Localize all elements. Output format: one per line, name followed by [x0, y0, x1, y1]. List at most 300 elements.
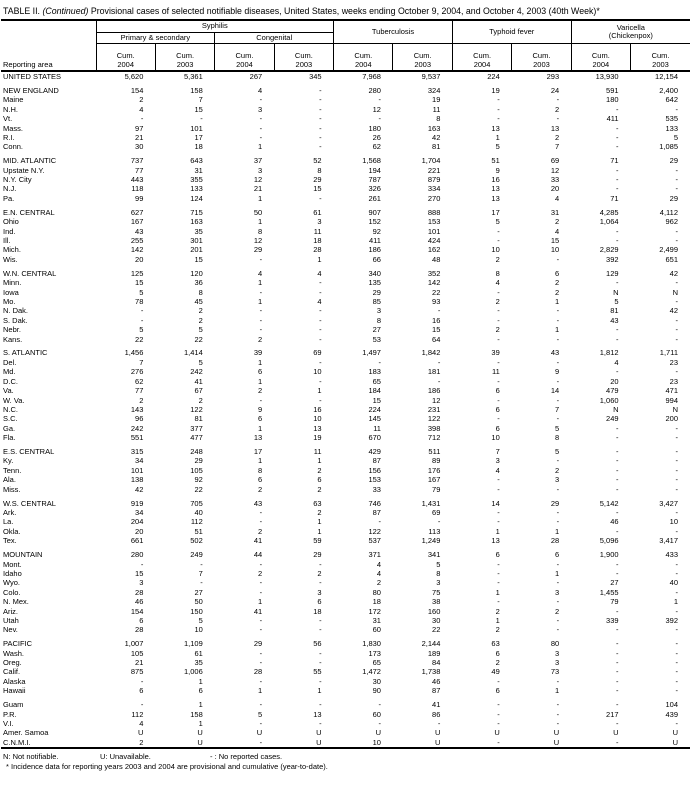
reporting-area-cell: Vt. [3, 114, 13, 124]
value-cell: 1 [317, 456, 322, 466]
table-title-text: Provisional cases of selected notifiable diseases, United States, weeks ending October 9, 2004, and October 4, 2003 (40th Week)* [88, 6, 600, 16]
value-cell: - [616, 625, 619, 635]
value-cell: - [556, 357, 560, 367]
value-cell: - [556, 507, 560, 517]
table-row [1, 95, 690, 104]
value-cell: - [675, 367, 678, 377]
value-cell: 248 [190, 447, 203, 457]
value-cell: 90 [372, 686, 381, 696]
cum-label: Cum. [473, 51, 492, 60]
value-cell: 22 [432, 625, 441, 635]
value-cell: 67 [194, 386, 203, 396]
value-cell: 1,060 [599, 395, 619, 405]
value-cell: 15 [194, 104, 203, 114]
value-cell: 62 [135, 376, 144, 386]
value-cell: 1,711 [659, 348, 678, 358]
value-cell: 19 [313, 433, 322, 443]
value-cell: 29 [194, 456, 203, 466]
table-row [1, 456, 690, 465]
value-cell: 875 [130, 667, 144, 677]
value-cell: 183 [368, 367, 381, 377]
reporting-area-cell: Ind. [3, 226, 16, 236]
value-cell: - [616, 559, 619, 569]
value-cell: - [675, 447, 678, 457]
value-cell: - [556, 578, 560, 588]
value-cell: 340 [368, 268, 381, 278]
value-cell: 4 [139, 719, 144, 728]
value-cell: 186 [368, 245, 381, 255]
table-row [1, 658, 690, 667]
value-cell: 439 [665, 709, 678, 719]
table-title-number: TABLE II. [3, 6, 43, 16]
value-cell: 1,704 [421, 156, 441, 166]
value-cell: - [497, 414, 500, 424]
table-row [1, 297, 690, 306]
value-cell: - [556, 719, 560, 728]
value-cell: 122 [190, 404, 203, 414]
value-cell: 1 [554, 568, 560, 578]
table-row [1, 255, 690, 264]
value-cell: - [259, 625, 263, 635]
value-cell: 6 [258, 475, 263, 485]
value-cell: - [319, 676, 322, 686]
value-cell: 339 [606, 615, 619, 625]
value-cell: 787 [368, 175, 381, 185]
cum-year-header [274, 44, 333, 72]
value-cell: 293 [546, 72, 560, 81]
value-cell: 352 [427, 268, 441, 278]
value-cell: U [672, 728, 678, 738]
value-cell: - [675, 719, 678, 728]
value-cell: 715 [190, 207, 203, 217]
value-cell: 661 [130, 536, 144, 546]
value-cell: 29 [669, 156, 678, 166]
value-cell: 71 [610, 193, 619, 203]
value-cell: 537 [368, 536, 381, 546]
value-cell: 71 [610, 156, 619, 166]
value-cell: 1,109 [184, 639, 203, 649]
value-cell: 3 [317, 217, 322, 227]
value-cell: - [675, 686, 678, 696]
value-cell: 49 [491, 667, 500, 677]
value-cell: 13 [491, 193, 500, 203]
year-label: 2003 [176, 59, 194, 69]
value-cell: 280 [130, 550, 144, 560]
value-cell: - [675, 526, 678, 536]
value-cell: 907 [368, 207, 381, 217]
value-cell: 315 [130, 447, 144, 457]
value-cell: 80 [550, 639, 560, 649]
value-cell: 10 [372, 737, 381, 747]
value-cell: 1,431 [421, 498, 441, 508]
value-cell: 1 [495, 132, 500, 142]
table-row [1, 635, 690, 649]
value-cell: U [672, 737, 678, 747]
value-cell: 101 [130, 465, 144, 475]
value-cell: - [616, 465, 619, 475]
year-label: 2004 [117, 59, 135, 69]
reporting-area-cell: UNITED STATES [3, 72, 62, 81]
value-cell: - [497, 578, 500, 588]
value-cell: - [616, 367, 619, 377]
reporting-area-cell: N.J. [3, 184, 17, 194]
value-cell: 2 [495, 296, 500, 306]
year-label: 2004 [592, 59, 610, 69]
value-cell: - [497, 719, 500, 728]
value-cell: 270 [427, 193, 441, 203]
value-cell: 112 [190, 517, 203, 527]
value-cell: 61 [313, 207, 322, 217]
value-cell: - [675, 423, 678, 433]
value-cell: 63 [313, 498, 322, 508]
value-cell: 2 [258, 334, 263, 344]
value-cell: - [497, 315, 500, 325]
value-cell: 189 [427, 648, 441, 658]
value-cell: 13 [491, 536, 500, 546]
value-cell: 31 [372, 615, 381, 625]
reporting-area-cell: S.C. [3, 414, 18, 424]
cum-year-header [334, 44, 393, 72]
value-cell: 27 [372, 325, 381, 335]
footnote-not-notifiable: N: Not notifiable. [3, 752, 59, 762]
value-cell: 84 [432, 658, 441, 668]
reporting-area-cell: E.N. CENTRAL [3, 207, 55, 217]
value-cell: 29 [669, 193, 678, 203]
value-cell: 1 [317, 386, 322, 396]
value-cell: U [494, 728, 500, 738]
table-row [1, 396, 690, 405]
value-cell: 15 [372, 395, 381, 405]
value-cell: 398 [427, 423, 441, 433]
value-cell: - [378, 719, 381, 728]
value-cell: - [675, 456, 678, 466]
value-cell: 2 [554, 278, 560, 288]
value-cell: 53 [372, 334, 381, 344]
header-cum-row [1, 44, 690, 72]
value-cell: - [497, 114, 500, 124]
value-cell: - [675, 507, 678, 517]
value-cell: 143 [130, 404, 144, 414]
value-cell: - [259, 658, 263, 668]
value-cell: 994 [665, 395, 678, 405]
value-cell: 8 [436, 568, 441, 578]
value-cell: 1,456 [124, 348, 144, 358]
value-cell: 477 [190, 433, 203, 443]
value-cell: 16 [313, 404, 322, 414]
reporting-area-cell: NEW ENGLAND [3, 85, 59, 95]
table-row [1, 546, 690, 560]
value-cell: 43 [610, 315, 619, 325]
value-cell: 22 [432, 287, 441, 297]
reporting-area-cell: Mo. [3, 296, 16, 306]
value-cell: - [556, 709, 560, 719]
value-cell: - [140, 676, 144, 686]
value-cell: 42 [669, 306, 678, 316]
value-cell: 12 [372, 104, 381, 114]
value-cell: 10 [550, 245, 560, 255]
value-cell: 30 [432, 615, 441, 625]
value-cell: 2 [317, 507, 322, 517]
congenital-header: Congenital [215, 32, 334, 44]
value-cell: 41 [432, 700, 441, 710]
value-cell: - [556, 315, 560, 325]
value-cell: - [616, 142, 619, 152]
value-cell: - [675, 559, 678, 569]
table-row [1, 616, 690, 625]
value-cell: 1 [673, 597, 678, 607]
value-cell: - [616, 132, 619, 142]
value-cell: - [497, 475, 500, 485]
value-cell: 1 [258, 376, 263, 386]
reporting-area-cell: Hawaii [3, 686, 26, 696]
value-cell: 1 [258, 193, 263, 203]
value-cell: 2 [317, 484, 322, 494]
value-cell: - [497, 236, 500, 245]
reporting-area-cell: D.C. [3, 376, 18, 386]
table-row [1, 517, 690, 526]
value-cell: 60 [372, 625, 381, 635]
value-cell: - [319, 395, 322, 405]
value-cell: 3 [554, 648, 560, 658]
value-cell: 181 [427, 367, 441, 377]
value-cell: 371 [368, 550, 381, 560]
value-cell: N [672, 404, 678, 414]
value-cell: 341 [427, 550, 441, 560]
value-cell: 16 [432, 315, 441, 325]
reporting-area-cell: Ga. [3, 423, 16, 433]
value-cell: 231 [427, 404, 441, 414]
value-cell: 29 [372, 287, 381, 297]
value-cell: 6 [198, 686, 203, 696]
table-row [1, 142, 690, 151]
value-cell: - [497, 95, 500, 105]
value-cell: - [675, 175, 678, 185]
value-cell: 20 [550, 184, 560, 194]
value-cell: 105 [190, 465, 203, 475]
value-cell: - [259, 325, 263, 335]
value-cell: - [200, 578, 203, 588]
table-row [1, 686, 690, 695]
value-cell: U [197, 728, 203, 738]
value-cell: 1 [258, 423, 263, 433]
value-cell: 5,620 [124, 72, 144, 81]
value-cell: 46 [135, 597, 144, 607]
reporting-area-cell: Pa. [3, 193, 15, 203]
value-cell: 5 [198, 615, 203, 625]
value-cell: 65 [372, 658, 381, 668]
value-cell: - [675, 465, 678, 475]
value-cell: - [675, 484, 678, 494]
value-cell: - [319, 376, 322, 386]
value-cell: - [616, 447, 619, 457]
value-cell: 1 [554, 526, 560, 536]
value-cell: 87 [372, 507, 381, 517]
value-cell: - [556, 484, 560, 494]
table-row [1, 203, 690, 217]
value-cell: - [616, 719, 619, 728]
value-cell: 4 [614, 357, 619, 367]
value-cell: - [616, 123, 619, 133]
year-label: 2004 [473, 59, 491, 69]
table-row [1, 81, 690, 95]
value-cell: 301 [190, 236, 203, 245]
reporting-area-cell: MOUNTAIN [3, 550, 43, 560]
value-cell: 2,400 [659, 85, 678, 95]
value-cell: 30 [372, 676, 381, 686]
value-cell: 443 [130, 175, 144, 185]
value-cell: 167 [130, 217, 144, 227]
value-cell: - [497, 676, 500, 686]
value-cell: 59 [313, 536, 322, 546]
value-cell: 642 [665, 95, 678, 105]
value-cell: 334 [427, 184, 441, 194]
value-cell: 46 [610, 517, 619, 527]
varicella-line2: (Chickenpox) [608, 31, 653, 40]
value-cell: - [675, 334, 678, 344]
value-cell: 31 [194, 165, 203, 175]
value-cell: 29 [550, 498, 560, 508]
value-cell: 73 [550, 667, 560, 677]
value-cell: 5,361 [184, 72, 203, 81]
value-cell: 135 [368, 278, 381, 288]
value-cell: - [675, 433, 678, 443]
value-cell: 249 [190, 550, 203, 560]
value-cell: U [256, 728, 263, 738]
value-cell: - [378, 700, 381, 710]
value-cell: - [497, 737, 500, 747]
value-cell: 6 [495, 550, 500, 560]
value-cell: - [437, 376, 441, 386]
value-cell: 15 [135, 278, 144, 288]
value-cell: 1,812 [599, 348, 619, 358]
value-cell: 10 [194, 625, 203, 635]
value-cell: 63 [491, 639, 500, 649]
reporting-area-cell: Idaho [3, 568, 22, 578]
value-cell: 1,900 [599, 550, 619, 560]
reporting-area-cell: Iowa [3, 287, 19, 297]
value-cell: 3 [554, 475, 560, 485]
value-cell: 33 [372, 484, 381, 494]
reporting-area-cell: MID. ATLANTIC [3, 156, 57, 166]
value-cell: 86 [432, 709, 441, 719]
value-cell: 12,154 [655, 72, 678, 81]
value-cell: 8 [258, 465, 263, 475]
table-row [1, 588, 690, 597]
table-row [1, 696, 690, 710]
value-cell: 42 [669, 268, 678, 278]
value-cell: 30 [135, 142, 144, 152]
value-cell: - [259, 254, 263, 264]
value-cell: 1 [258, 278, 263, 288]
value-cell: U [375, 728, 381, 738]
value-cell: - [616, 648, 619, 658]
value-cell: 1 [317, 254, 322, 264]
value-cell: 28 [253, 667, 263, 677]
reporting-area-cell: Mass. [3, 123, 24, 133]
value-cell: 22 [194, 484, 203, 494]
value-cell: 75 [432, 587, 441, 597]
value-cell: 217 [606, 709, 619, 719]
footnotes [0, 749, 690, 771]
reporting-area-cell: Tex. [3, 536, 17, 546]
value-cell: - [319, 132, 322, 142]
cum-year-header [155, 44, 214, 72]
value-cell: 2 [198, 315, 203, 325]
value-cell: 1,738 [421, 667, 441, 677]
reporting-area-cell: Md. [3, 367, 16, 377]
value-cell: 27 [194, 587, 203, 597]
value-cell: - [616, 184, 619, 194]
value-cell: - [556, 395, 560, 405]
value-cell: 355 [190, 175, 203, 185]
value-cell: - [616, 475, 619, 485]
value-cell: 172 [368, 606, 381, 616]
reporting-area-cell: Wyo. [3, 578, 21, 588]
table-row [1, 607, 690, 616]
value-cell: 2,144 [421, 639, 441, 649]
value-cell: 2 [554, 132, 560, 142]
value-cell: 627 [130, 207, 144, 217]
value-cell: - [140, 315, 144, 325]
value-cell: 154 [130, 606, 144, 616]
value-cell: - [497, 597, 500, 607]
value-cell: 97 [135, 123, 144, 133]
value-cell: 9 [258, 404, 263, 414]
value-cell: 153 [427, 217, 441, 227]
value-cell: 7 [139, 357, 144, 367]
value-cell: - [675, 568, 678, 578]
value-cell: 1,414 [184, 348, 203, 358]
value-cell: 1 [317, 686, 322, 696]
value-cell: - [675, 325, 678, 335]
value-cell: 77 [135, 165, 144, 175]
value-cell: 746 [368, 498, 381, 508]
value-cell: 22 [135, 334, 144, 344]
value-cell: - [556, 114, 560, 124]
value-cell: U [316, 728, 322, 738]
table-row [1, 569, 690, 578]
value-cell: 280 [368, 85, 381, 95]
value-cell: 79 [432, 484, 441, 494]
value-cell: - [497, 376, 500, 386]
value-cell: - [675, 236, 678, 245]
value-cell: 2 [198, 306, 203, 316]
value-cell: - [616, 526, 619, 536]
value-cell: - [675, 648, 678, 658]
value-cell: 3 [258, 165, 263, 175]
value-cell: 1 [495, 526, 500, 536]
value-cell: 324 [427, 85, 441, 95]
value-cell: - [497, 226, 500, 236]
value-cell: 433 [665, 550, 678, 560]
value-cell: 142 [427, 278, 441, 288]
value-cell: 411 [369, 236, 381, 245]
value-cell: 4 [495, 465, 500, 475]
table-body [1, 71, 690, 748]
value-cell: 1,497 [362, 348, 381, 358]
table-row [1, 466, 690, 475]
value-cell: - [319, 615, 322, 625]
value-cell: 28 [313, 245, 322, 255]
value-cell: - [497, 287, 500, 297]
value-cell: 15 [550, 236, 560, 245]
table-row [1, 236, 690, 245]
value-cell: 14 [491, 498, 500, 508]
value-cell: 113 [428, 526, 441, 536]
table-row [1, 358, 690, 367]
table-row [1, 175, 690, 184]
typhoid-group-header: Typhoid fever [452, 20, 571, 44]
